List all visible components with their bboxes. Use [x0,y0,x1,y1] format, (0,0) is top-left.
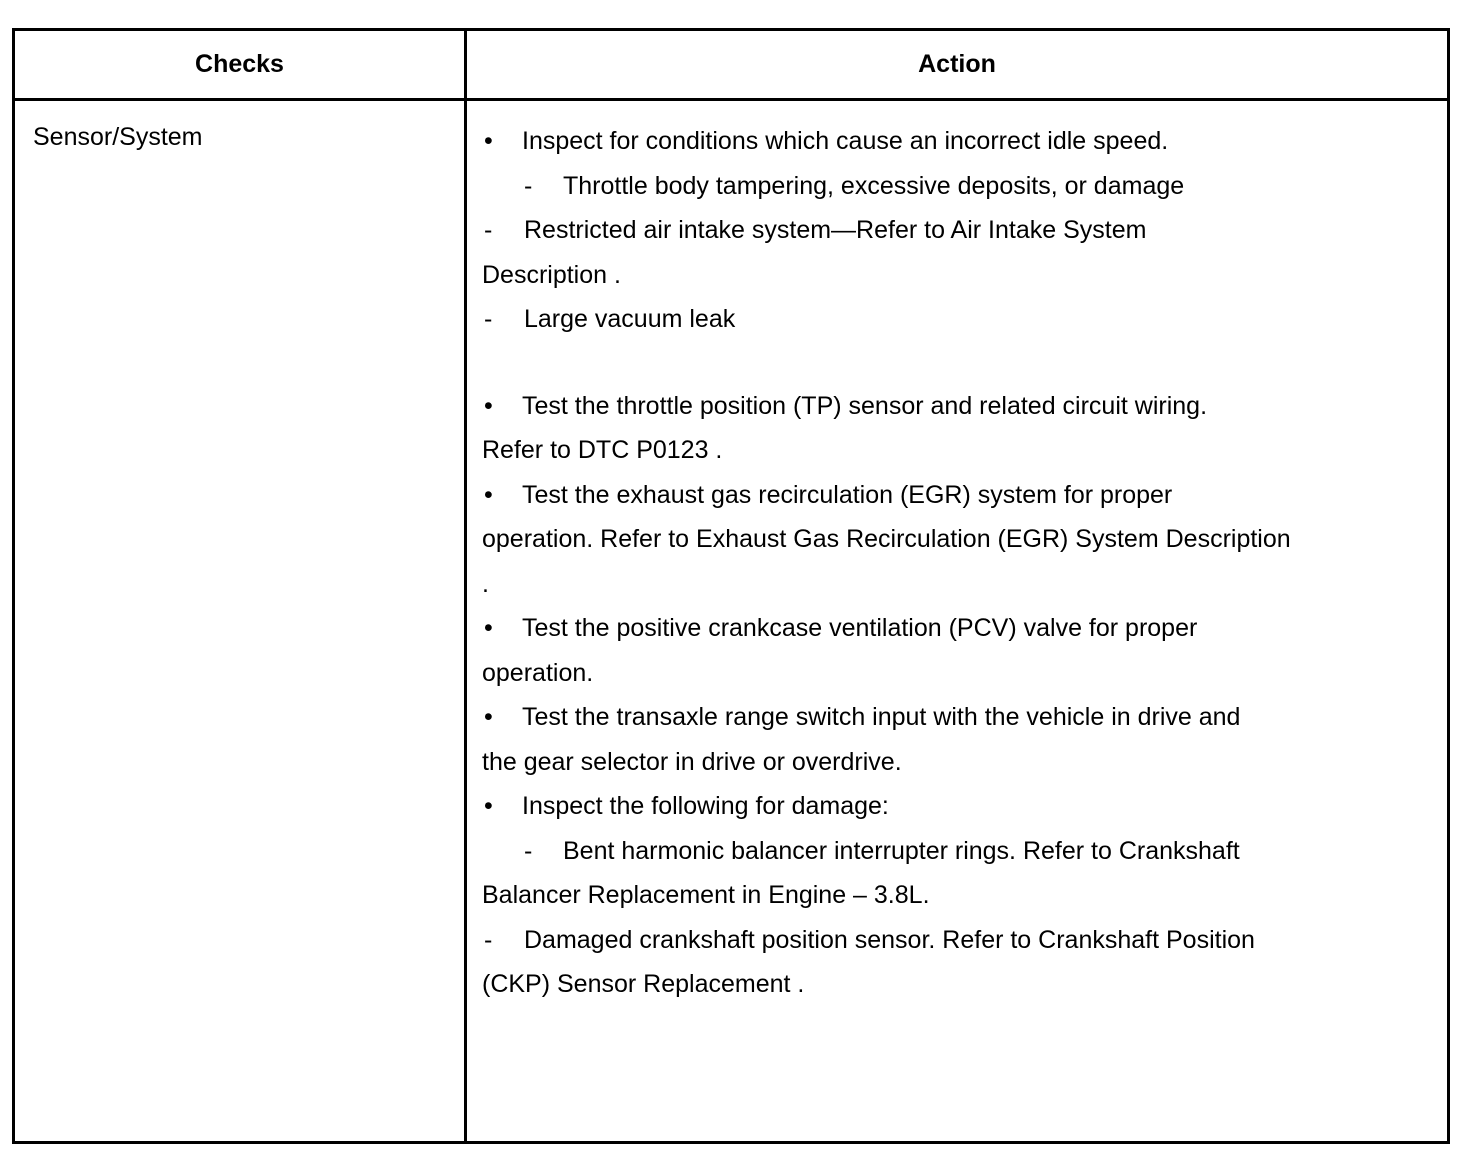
action-line [482,164,1432,209]
action-text: operation. Refer to Exhaust Gas Recirculation (EGR) System Description [482,525,1291,553]
action-cell [482,119,1432,1007]
bullet-symbol: • [484,703,493,731]
action-line [482,119,1432,164]
action-line [482,918,1432,963]
action-line [482,606,1432,651]
action-text: Test the positive crankcase ventilation (PCV) valve for proper [522,614,1198,642]
action-line [482,873,1432,918]
action-text: Large vacuum leak [524,305,736,333]
dash-symbol: - [484,305,493,333]
action-line [482,740,1432,785]
action-text: Description . [482,260,621,289]
action-text: Throttle body tampering, excessive deposits, or damage [563,171,1185,200]
action-line [482,428,1432,473]
bullet-symbol: • [484,127,493,155]
action-line [482,384,1432,429]
dash-symbol: - [484,216,493,244]
action-text: Restricted air intake system—Refer to Air Intake System [524,216,1147,244]
action-line [482,962,1432,1007]
action-text: operation. [482,658,594,687]
dash-symbol: - [484,925,493,954]
action-text: Test the throttle position (TP) sensor and related circuit wiring. [522,391,1208,420]
header-action: Action [918,50,996,78]
bullet-symbol: • [484,792,493,820]
action-text: the gear selector in drive or overdrive. [482,747,902,776]
bullet-symbol: • [484,480,493,509]
spacer [482,342,1432,384]
action-text: Balancer Replacement in Engine – 3.8L. [482,881,930,909]
dash-symbol: - [524,836,533,865]
action-text: (CKP) Sensor Replacement . [482,970,805,998]
action-line [482,517,1432,562]
action-line [482,473,1432,518]
action-text: . [482,569,489,598]
header-divider [15,98,1447,101]
action-line [482,695,1432,740]
action-text: Damaged crankshaft position sensor. Refer to Crankshaft Position [524,925,1255,954]
action-text: Bent harmonic balancer interrupter rings. Refer to Crankshaft [563,836,1240,865]
bullet-symbol: • [484,391,493,420]
dash-symbol: - [524,171,533,200]
action-line [482,651,1432,696]
action-line [482,297,1432,342]
bullet-symbol: • [484,614,493,642]
action-line [482,208,1432,253]
diagnostic-table [12,28,1450,1144]
action-text: Inspect the following for damage: [522,792,889,820]
column-divider [464,31,467,1141]
action-text: Inspect for conditions which cause an incorrect idle speed. [522,127,1169,155]
header-checks: Checks [195,50,284,78]
action-line [482,829,1432,874]
action-text: Test the exhaust gas recirculation (EGR) system for proper [522,480,1173,509]
action-line [482,253,1432,298]
action-line [482,562,1432,607]
action-line [482,784,1432,829]
action-text: Test the transaxle range switch input with the vehicle in drive and [522,703,1241,731]
check-cell: Sensor/System [33,123,203,151]
action-text: Refer to DTC P0123 . [482,436,723,464]
